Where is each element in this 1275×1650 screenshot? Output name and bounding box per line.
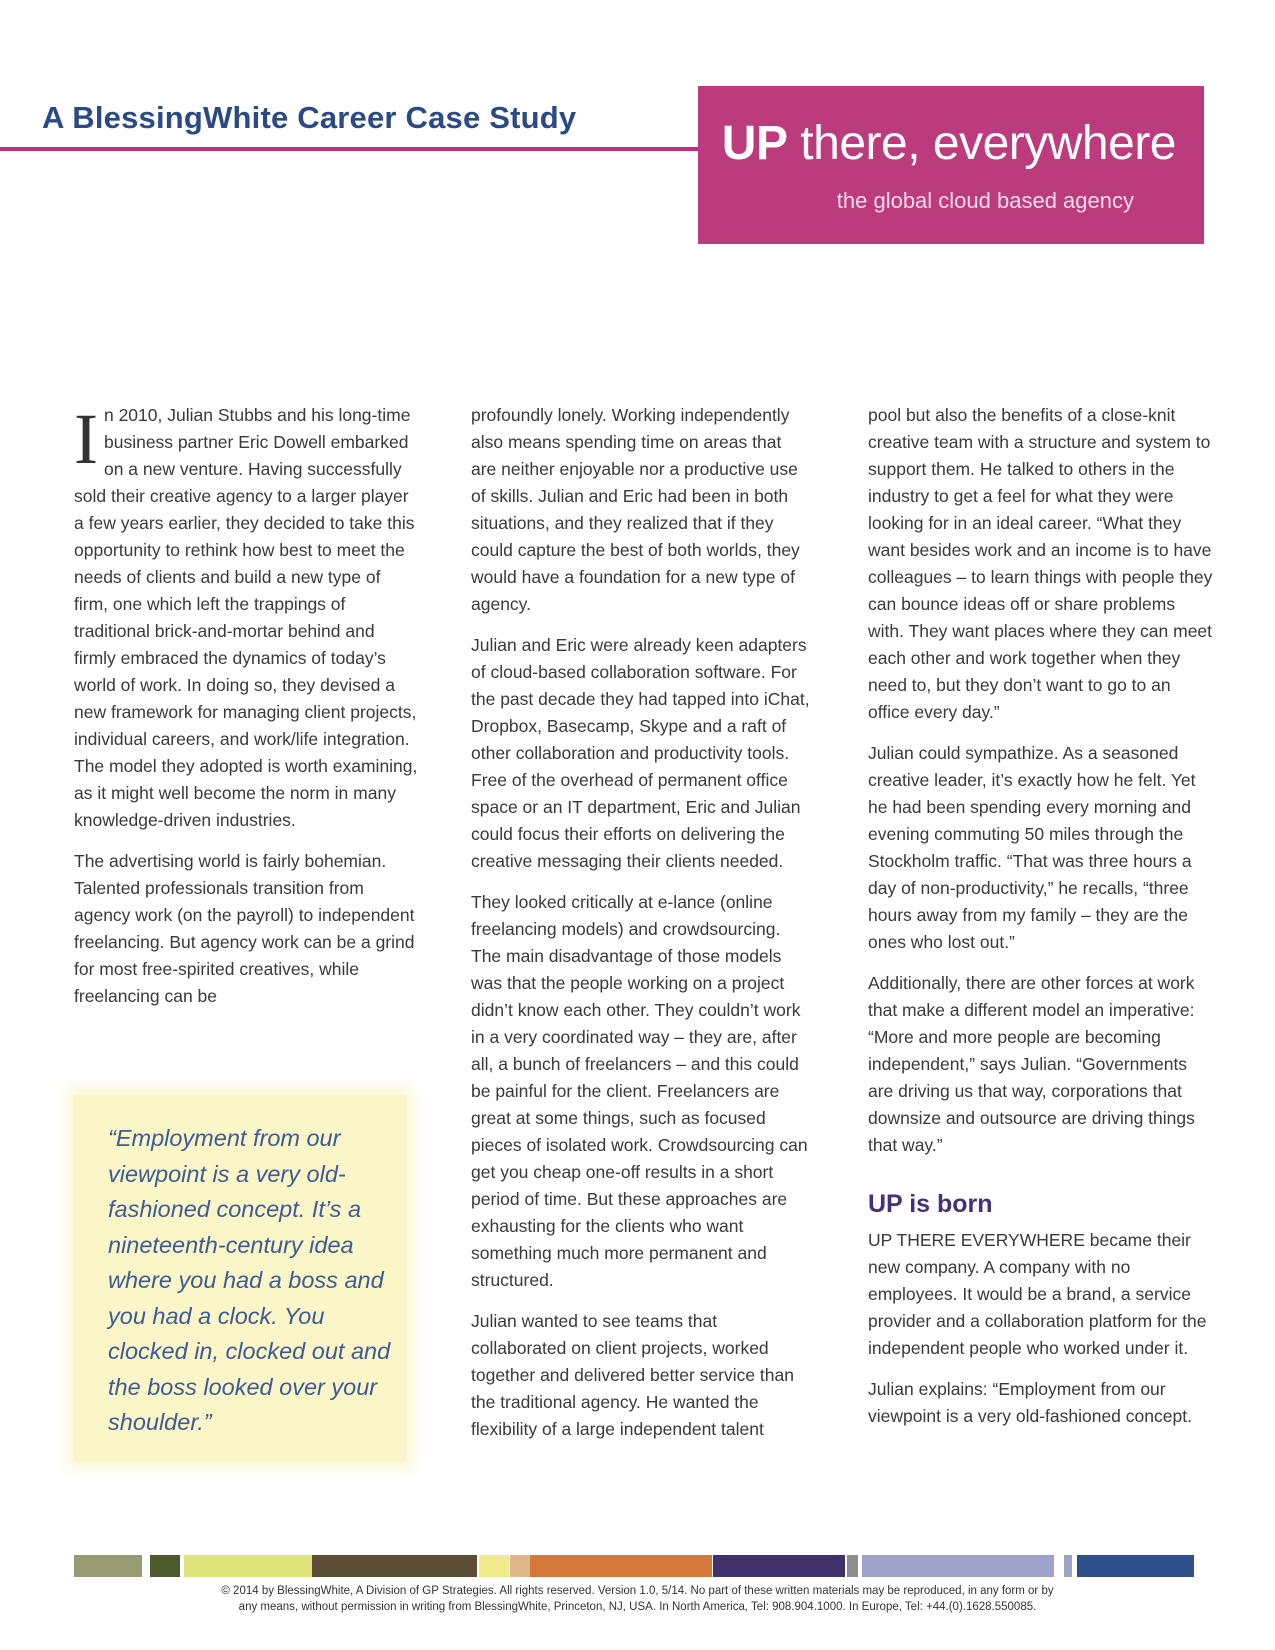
color-strip-segment	[530, 1555, 712, 1577]
column-2	[471, 402, 811, 1457]
footer-line: © 2014 by BlessingWhite, A Division of GP Strategies. All rights reserved. Version 1.0, 5/14. No part of these written materials may be reproduced, in any form or by	[221, 1585, 1054, 1597]
paragraph: Julian could sympathize. As a seasoned creative leader, it’s exactly how he felt. Yet he had been spending every morning and evening commuting 50 miles through the Stockholm traffic. “That was three hours a day of non-productivity,” he recalls, “three hours away from my family – they are the ones who lost out.”	[868, 743, 1196, 952]
color-strip-segment	[150, 1555, 180, 1577]
brand-logo-block	[698, 86, 1204, 244]
color-strip-segment	[862, 1555, 1054, 1577]
paragraph: profoundly lonely. Working independently also means spending time on areas that are neither enjoyable nor a productive use of skills. Julian and Eric had been in both situations, and they realized that if they could capture the best of both worlds, they would have a foundation for a new type of agency.	[471, 405, 800, 614]
paragraph: The advertising world is fairly bohemian. Talented professionals transition from agency work (on the payroll) to independent freelancing. But agency work can be a grind for most free-spirited creatives, while freelancing can be	[74, 851, 415, 1006]
color-strip-segment	[847, 1555, 858, 1577]
drop-cap: I	[74, 399, 98, 479]
color-strip-segment	[1064, 1555, 1072, 1577]
brand-name-bold: UP	[721, 117, 788, 170]
paragraph: pool but also the benefits of a close-knit creative team with a structure and system to support them. He talked to others in the industry to get a feel for what they were looking for in an ideal career. “What they want besides work and an income is to have colleagues – to learn things with people they can bounce ideas off or share problems with. They want places where they can meet each other and work together when they need to, but they don’t want to go to an office every day.”	[868, 405, 1213, 722]
paragraph: Julian explains: “Employment from our viewpoint is a very old-fashioned concept.	[868, 1379, 1192, 1426]
column-3	[868, 402, 1213, 1444]
paragraph: Julian wanted to see teams that collaborated on client projects, worked together and delivered better service than the traditional agency. He wanted the flexibility of a large independent talent	[471, 1311, 794, 1439]
color-strip-segment	[479, 1555, 509, 1577]
copyright-footer	[0, 1583, 1275, 1615]
footer-line: any means, without permission in writing from BlessingWhite, Princeton, NJ, USA. In North America, Tel: 908.904.1000. In Europe, Tel: +44.(0).1628.550085.	[238, 1601, 1037, 1613]
section-heading: UP is born	[868, 1190, 993, 1218]
paragraph: They looked critically at e-lance (online freelancing models) and crowdsourcing. The main disadvantage of those models was that the people working on a project didn’t know each other. They couldn’t work in a very coordinated way – they are, after all, a bunch of freelancers – and this could be painful for the client. Freelancers are great at some things, such as focused pieces of isolated work. Crowdsourcing can get you cheap one-off results in a short period of time. But these approaches are exhausting for the clients who want something much more permanent and structured.	[471, 892, 808, 1290]
intro-text: n 2010, Julian Stubbs and his long-time business partner Eric Dowell embarked on a new venture. Having successfully sold their creative agency to a larger player a few years earlier, they decided to take this opportunity to rethink how best to meet the needs of clients and build a new type of firm, one which left the trappings of traditional brick-and-mortar behind and firmly embraced the dynamics of today’s world of work. In doing so, they devised a new framework for managing client projects, individual careers, and work/life integration. The model they adopted is worth examining, as it might well become the norm in many knowledge-driven industries.	[74, 405, 418, 830]
paragraph: Julian and Eric were already keen adapters of cloud-based collaboration software. For the past decade they had tapped into iChat, Dropbox, Basecamp, Skype and a raft of other collaboration and productivity tools. Free of the overhead of permanent office space or an IT department, Eric and Julian could focus their efforts on delivering the creative messaging their clients needed.	[471, 635, 810, 871]
title-underline	[0, 147, 700, 151]
color-strip-segment	[312, 1555, 477, 1577]
color-strip-segment	[184, 1555, 312, 1577]
paragraph: Additionally, there are other forces at work that make a different model an imperative: “More and more people are becoming independent,” says Julian. “Governments are driving us that way, corporations that downsize and outsource are driving things that way.”	[868, 973, 1195, 1155]
paragraph: UP THERE EVERYWHERE became their new company. A company with no employees. It would be a brand, a service provider and a collaboration platform for the independent people who worked under it.	[868, 1230, 1207, 1358]
brand-name	[721, 117, 1176, 170]
brand-name-rest: there, everywhere	[787, 117, 1176, 170]
color-strip-segment	[74, 1555, 142, 1577]
pull-quote-box	[74, 1095, 406, 1461]
color-strip-segment	[1077, 1555, 1194, 1577]
color-strip-segment	[510, 1555, 530, 1577]
color-strip-segment	[713, 1555, 845, 1577]
brand-tagline: the global cloud based agency	[836, 188, 1134, 213]
intro-paragraph	[74, 399, 419, 834]
document-title: A BlessingWhite Career Case Study	[42, 100, 577, 135]
pull-quote-text: “Employment from our viewpoint is a very old-fashioned concept. It’s a nineteenth-century idea where you had a boss and you had a clock. You clocked in, clocked out and the boss looked over your shoulder.”	[108, 1125, 391, 1435]
column-1	[74, 399, 419, 1024]
